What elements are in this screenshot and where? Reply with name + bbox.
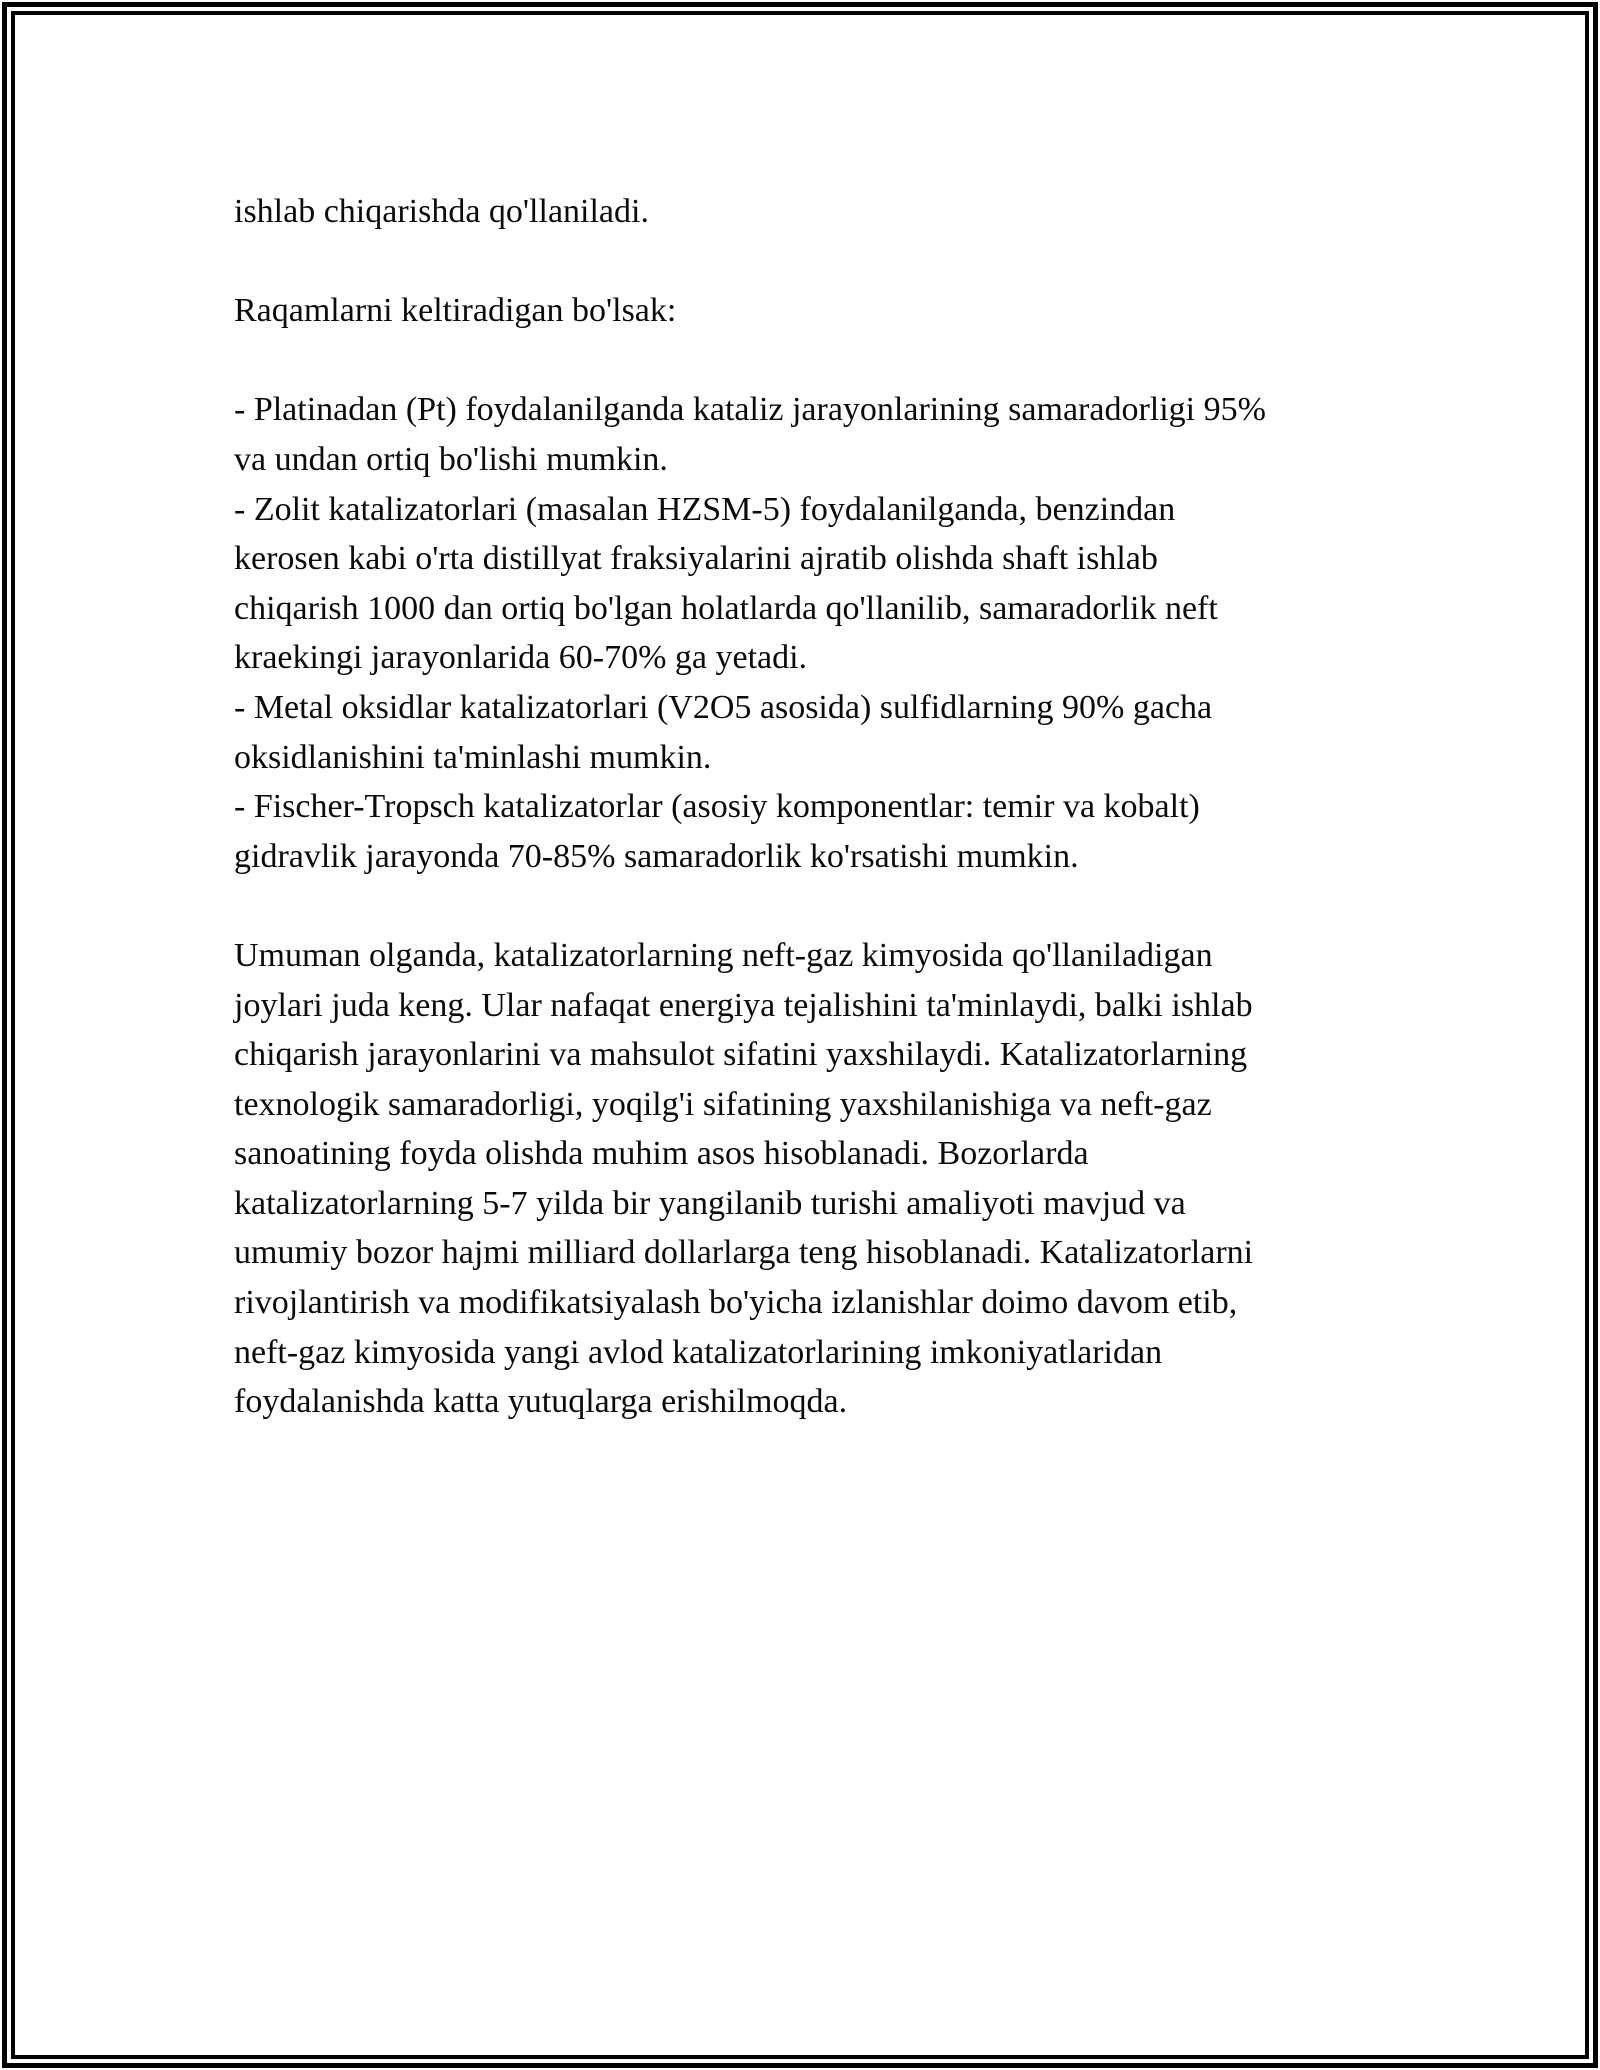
- text-line: katalizatorlarning 5-7 yilda bir yangilanib turishi amaliyoti mavjud va: [234, 1184, 1186, 1222]
- text-line: sanoatining foyda olishda muhim asos hisoblanadi. Bozorlarda: [234, 1135, 1089, 1173]
- document-text-block: [234, 187, 1474, 1427]
- text-line: joylari juda keng. Ular nafaqat energiya tejalishini ta'minlaydi, balki ishlab: [234, 986, 1253, 1024]
- text-line: Raqamlarni keltiradigan bo'lsak:: [234, 292, 677, 330]
- paragraph: [234, 187, 1474, 237]
- paragraph: [234, 385, 1474, 881]
- text-line: - Fischer-Tropsch katalizatorlar (asosiy komponentlar: temir va kobalt): [234, 788, 1200, 826]
- text-line: chiqarish jarayonlarini va mahsulot sifatini yaxshilaydi. Katalizatorlarning: [234, 1036, 1248, 1074]
- paragraph: [234, 931, 1474, 1427]
- paragraph: [234, 286, 1474, 336]
- text-line: va undan ortiq bo'lishi mumkin.: [234, 440, 668, 478]
- text-line: neft-gaz kimyosida yangi avlod katalizatorlarining imkoniyatlaridan: [234, 1333, 1163, 1371]
- text-line: umumiy bozor hajmi milliard dollarlarga teng hisoblanadi. Katalizatorlarni: [234, 1234, 1254, 1272]
- text-line: gidravlik jarayonda 70-85% samaradorlik ko'rsatishi mumkin.: [234, 837, 1079, 875]
- text-line: - Metal oksidlar katalizatorlari (V2O5 asosida) sulfidlarning 90% gacha: [234, 688, 1213, 726]
- text-line: oksidlanishini ta'minlashi mumkin.: [234, 738, 712, 776]
- text-line: Umuman olganda, katalizatorlarning neft-gaz kimyosida qo'llaniladigan: [234, 936, 1213, 974]
- text-line: chiqarish 1000 dan ortiq bo'lgan holatlarda qo'llanilib, samaradorlik neft: [234, 589, 1218, 627]
- text-line: texnologik samaradorligi, yoqilg'i sifatining yaxshilanishiga va neft-gaz: [234, 1085, 1212, 1123]
- text-line: kerosen kabi o'rta distillyat fraksiyalarini ajratib olishda shaft ishlab: [234, 540, 1158, 578]
- text-line: foydalanishda katta yutuqlarga erishilmoqda.: [234, 1383, 848, 1421]
- text-line: kraekingi jarayonlarida 60-70% ga yetadi.: [234, 639, 808, 677]
- text-line: rivojlantirish va modifikatsiyalash bo'yicha izlanishlar doimo davom etib,: [234, 1284, 1238, 1322]
- text-line: ishlab chiqarishda qo'llaniladi.: [234, 193, 649, 230]
- text-line: - Zolit katalizatorlari (masalan HZSM-5) foydalanilganda, benzindan: [234, 490, 1176, 528]
- text-line: - Platinadan (Pt) foydalanilganda kataliz jarayonlarining samaradorligi 95%: [234, 391, 1266, 429]
